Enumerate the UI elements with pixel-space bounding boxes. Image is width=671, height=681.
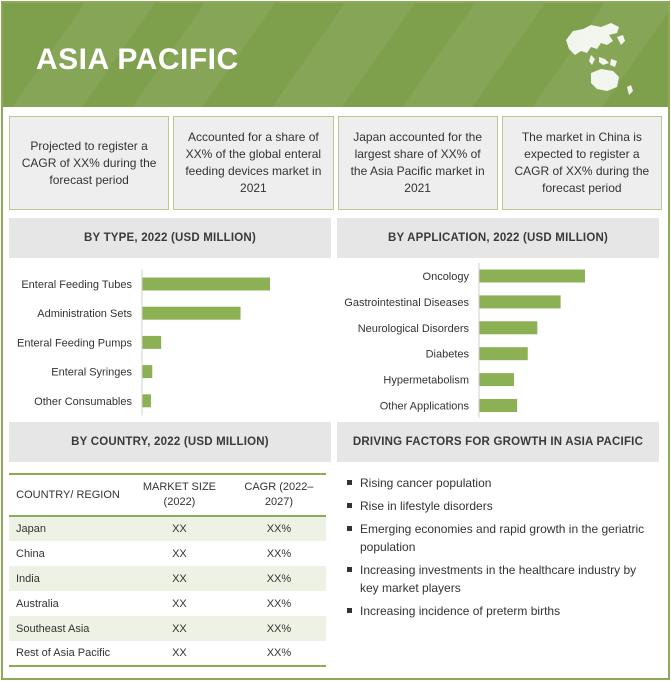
market-size-cell: XX [127, 566, 232, 591]
section-title-by-type: BY TYPE, 2022 (USD MILLION) [9, 218, 331, 258]
country-cell: China [16, 547, 45, 560]
bar-label: Oncology [422, 271, 469, 283]
market-size-cell: XX [172, 597, 187, 610]
table-row [9, 566, 326, 591]
section-title-by-application: BY APPLICATION, 2022 (USD MILLION) [337, 218, 659, 258]
bar [479, 347, 528, 360]
cagr-cell: XX% [232, 616, 326, 641]
driving-factors-list [347, 474, 647, 625]
bar [142, 336, 161, 349]
bar-label: Enteral Syringes [51, 366, 132, 379]
bar-label: Other Consumables [34, 395, 132, 408]
cagr-cell: XX% [232, 641, 326, 666]
fact-japan-share: Japan accounted for the largest share of XX% of the Asia Pacific market in 2021 [338, 116, 498, 210]
country-cell: Australia [16, 597, 59, 610]
cagr-cell: XX% [232, 516, 326, 541]
bar [142, 307, 241, 320]
country-cell: Rest of Asia Pacific [9, 641, 127, 666]
bar [479, 399, 517, 412]
factor-item: Increasing incidence of preterm births [347, 602, 647, 620]
bar-label: Diabetes [425, 348, 469, 361]
cagr-cell: XX% [266, 547, 292, 560]
bar [142, 365, 152, 378]
bar [142, 394, 151, 407]
factor-item: Rising cancer population [347, 474, 647, 492]
cagr-cell: XX% [266, 597, 292, 610]
table-row [9, 541, 326, 566]
bar-label: Neurological Disorders [357, 322, 469, 335]
by-application-chart [337, 260, 667, 418]
by-type-chart-svg [9, 266, 331, 416]
header-country: COUNTRY/ REGION [9, 474, 127, 516]
bar-label: Hypermetabolism [383, 374, 469, 387]
bar-label: Enteral Feeding Pumps [17, 337, 132, 350]
country-cell: India [9, 566, 127, 591]
table-row [9, 591, 326, 616]
page-title: ASIA PACIFIC [36, 43, 239, 76]
by-type-chart [9, 266, 331, 416]
bar-label: Enteral Feeding Tubes [21, 279, 132, 291]
fact-china-cagr: The market in China is expected to register a CAGR of XX% during the forecast period [502, 116, 662, 210]
factor-item: Rise in lifestyle disorders [347, 497, 647, 515]
key-facts-row [9, 116, 662, 210]
table-row [9, 616, 326, 641]
market-size-cell: XX [127, 641, 232, 666]
fact-global-share: Accounted for a share of XX% of the global enteral feeding devices market in 2021 [173, 116, 333, 210]
country-cell: Southeast Asia [9, 616, 127, 641]
bar-label: Other Applications [379, 400, 469, 413]
factor-item: Increasing investments in the healthcare industry by key market players [347, 561, 647, 597]
country-table [9, 473, 326, 667]
bar [142, 278, 270, 291]
fact-cagr: Projected to register a CAGR of XX% during the forecast period [9, 116, 169, 210]
bar [479, 295, 561, 308]
table-row [9, 516, 326, 541]
section-title-by-country: BY COUNTRY, 2022 (USD MILLION) [9, 422, 331, 462]
market-size-cell: XX [127, 616, 232, 641]
market-size-cell: XX [127, 516, 232, 541]
bar [479, 270, 585, 283]
country-cell: Japan [9, 516, 127, 541]
factor-item: Emerging economies and rapid growth in the geriatric population [347, 520, 647, 556]
header-banner [3, 3, 668, 107]
bar [479, 373, 514, 386]
bar-label: Administration Sets [37, 308, 132, 321]
country-table-header [9, 474, 326, 516]
bar [479, 321, 537, 334]
bar-label: Gastrointestinal Diseases [344, 296, 469, 309]
table-row [9, 641, 326, 666]
cagr-cell: XX% [232, 566, 326, 591]
by-application-chart-svg [337, 260, 667, 418]
header-cagr: CAGR (2022–2027) [232, 474, 326, 516]
asia-pacific-map-icon [561, 15, 646, 99]
market-size-cell: XX [172, 547, 187, 560]
section-title-driving-factors: DRIVING FACTORS FOR GROWTH IN ASIA PACIFIC [337, 422, 659, 462]
header-market-size: MARKET SIZE (2022) [127, 474, 232, 516]
